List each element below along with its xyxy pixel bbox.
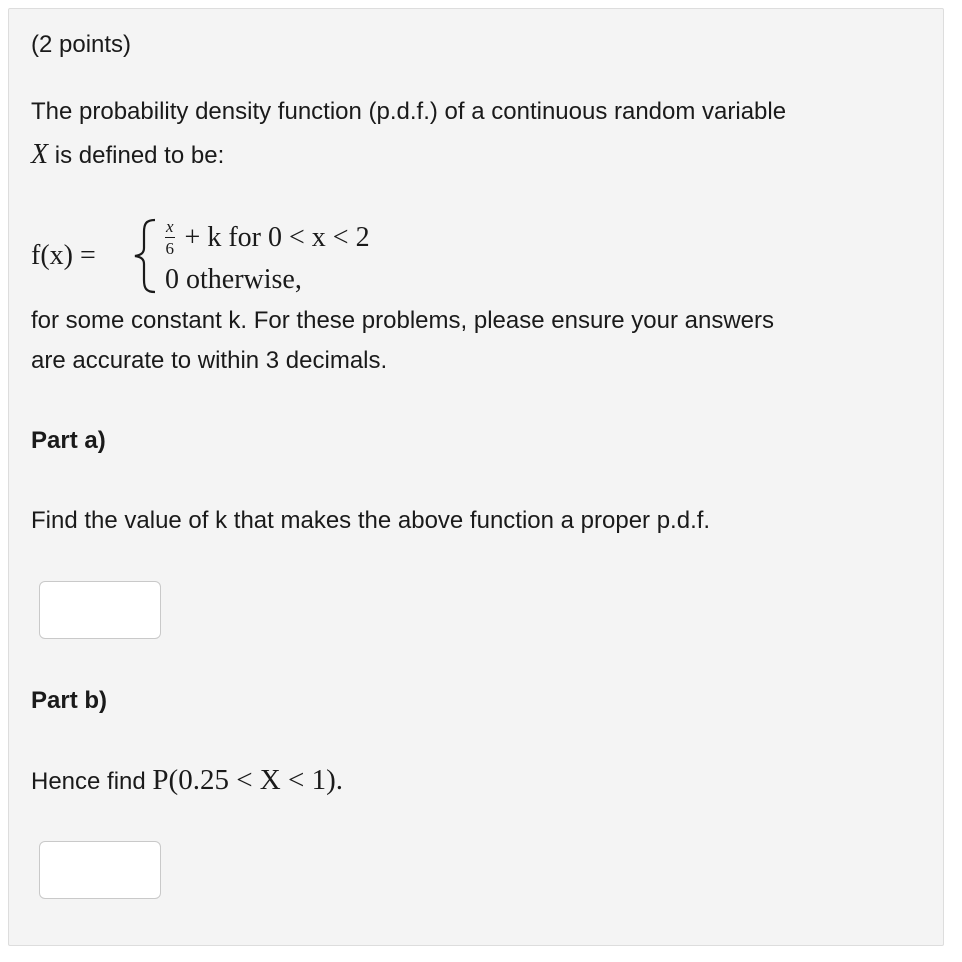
formula-lhs: f(x) = [31,240,96,271]
part-a-question: Find the value of k that makes the above function a proper p.d.f. [31,507,711,534]
part-a-heading: Part a) [31,427,106,454]
fraction [165,218,175,257]
instructions-line-1: for some constant k. For these problems, please ensure your answers [31,307,775,334]
fraction-numerator: x [166,217,174,236]
fraction-denominator: 6 [165,239,175,258]
part-b-answer-input[interactable] [39,841,161,899]
part-b-heading: Part b) [31,687,108,714]
intro-line-1: The probability density function (p.d.f.) of a continuous random variable [31,98,787,125]
intro-line-2 [31,139,224,171]
pdf-formula [31,204,531,304]
problem-card [8,8,944,946]
left-brace-icon [131,218,161,294]
intro-line-2-text: is defined to be: [48,142,225,169]
part-a-answer-input[interactable] [39,581,161,639]
formula-case-1 [165,218,370,257]
random-variable-symbol: X [31,139,49,170]
part-b-probability-expression: P(0.25 < X < 1). [152,764,344,796]
part-b-question-text: Hence find [31,768,153,795]
part-b-question [31,764,343,797]
case-1-text: + k for 0 < x < 2 [184,221,370,253]
instructions-line-2: are accurate to within 3 decimals. [31,347,388,374]
formula-case-2: 0 otherwise, [165,264,302,295]
points-label: (2 points) [31,31,132,58]
